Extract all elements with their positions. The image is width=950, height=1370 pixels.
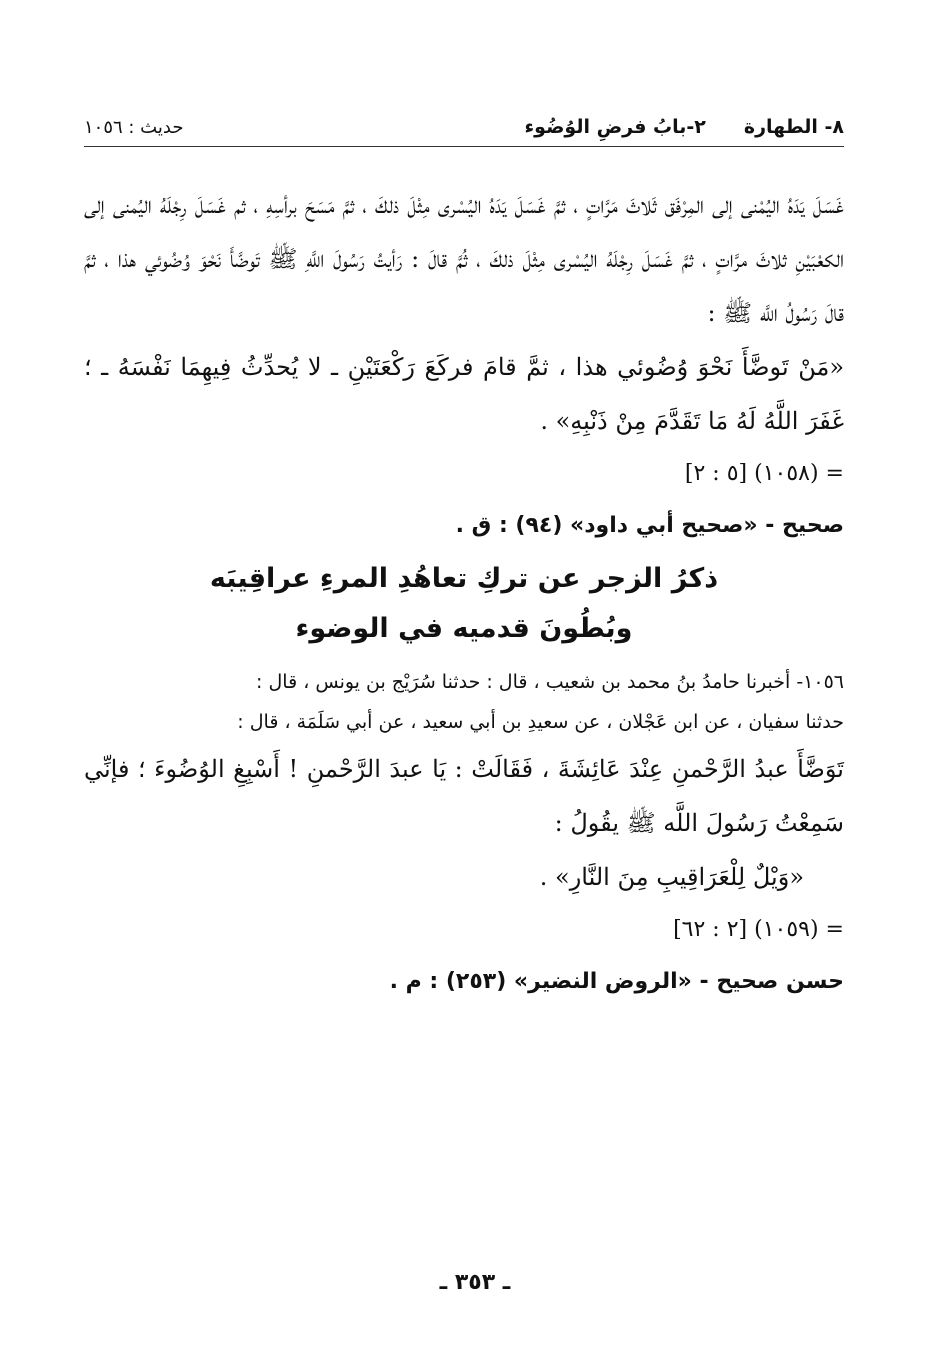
header-rule (84, 146, 844, 147)
header-chapter-group (524, 116, 844, 138)
section-title-line1: ذكرُ الزجر عن تركِ تعاهُدِ المرءِ عراقِيبَه (209, 563, 719, 594)
hadith-grade (84, 960, 844, 1004)
hadith-grade (84, 504, 844, 548)
cross-reference: = (١٠٥٩) [٢ : ٦٢] (673, 917, 844, 942)
header-chapter: ٢-بابُ فرضِ الوُضُوء (524, 116, 706, 138)
page-body (84, 178, 844, 1004)
grade-label: صحيح (782, 513, 844, 538)
hadith-quote: «مَنْ تَوضَّأَ نَحْوَ وُضُوئي هذا ، ثمَّ قامَ فركَعَ رَكْعَتَيْنِ ـ لا يُحدِّثُ فِيهِمَا نَفْسَهُ ـ ؛ غَفَرَ اللَّهُ لَهُ مَا تَقَدَّمَ مِنْ ذَنْبِهِ» . (84, 353, 844, 435)
isnad-line: ١٠٥٦- أخبرنا حامدُ بنُ محمد بن شعيب ، قال : حدثنا سُرَيْج بن يونس ، قال : (256, 671, 844, 693)
header-section: ٨- الطهارة (743, 116, 844, 138)
page-number: ـ ٣٥٣ ـ (439, 1270, 511, 1295)
running-header (84, 112, 844, 142)
section-title-line2: وبُطُونَ قدميه في الوضوء (295, 613, 633, 644)
grade-source: - «الروض النضير» (٢٥٣) : م . (389, 969, 717, 994)
grade-label: حسن صحيح (716, 969, 844, 994)
cross-reference: = (١٠٥٨) [٥ : ٢] (684, 461, 844, 486)
hadith-text-paragraph: غَسَلَ يَدَهُ اليُمْنى إلى المِرْفَق ثَلاثَ مَرَّاتٍ ، ثمَّ غَسَلَ يَدَهُ اليُسْرى مِثْلَ ذلكَ ، ثمَّ مَسَحَ برأسِهِ ، ثم غَسَلَ رِجْلَهُ اليُمنى إلى الكعْبَيْنِ ثلاثَ مرَّاتٍ ، ثمَّ غَسَلَ رِجْلَهُ اليُسْرى مِثْلَ ذلكَ ، ثُمَّ قالَ : رَأيتُ رَسُولَ اللَّهِ ﷺ تَوضَّأَ نَحْوَ وُضُوئي هذا ، ثمَّ قالَ رَسُولُ اللَّه ﷺ : (84, 191, 844, 327)
hadith-text-paragraph: تَوَضَّأَ عبدُ الرَّحْمنِ عِنْدَ عَائِشَةَ ، فَقَالَتْ : يَا عبدَ الرَّحْمنِ ! أَسْبِغِ الوُضُوءَ ؛ فإنِّي سَمِعْتُ رَسُولَ اللَّه ﷺ يقُولُ : (84, 755, 844, 837)
header-hadith-ref: حديث : ١٠٥٦ (84, 116, 184, 138)
hadith-quote: «وَيْلٌ لِلْعَرَاقِيبِ مِنَ النَّارِ» . (539, 863, 804, 891)
grade-source: - «صحيح أبي داود» (٩٤) : ق . (455, 513, 783, 538)
isnad-line: حدثنا سفيان ، عن ابن عَجْلان ، عن سعيدِ بن أبي سعيد ، عن أبي سَلَمَة ، قال : (237, 711, 844, 733)
